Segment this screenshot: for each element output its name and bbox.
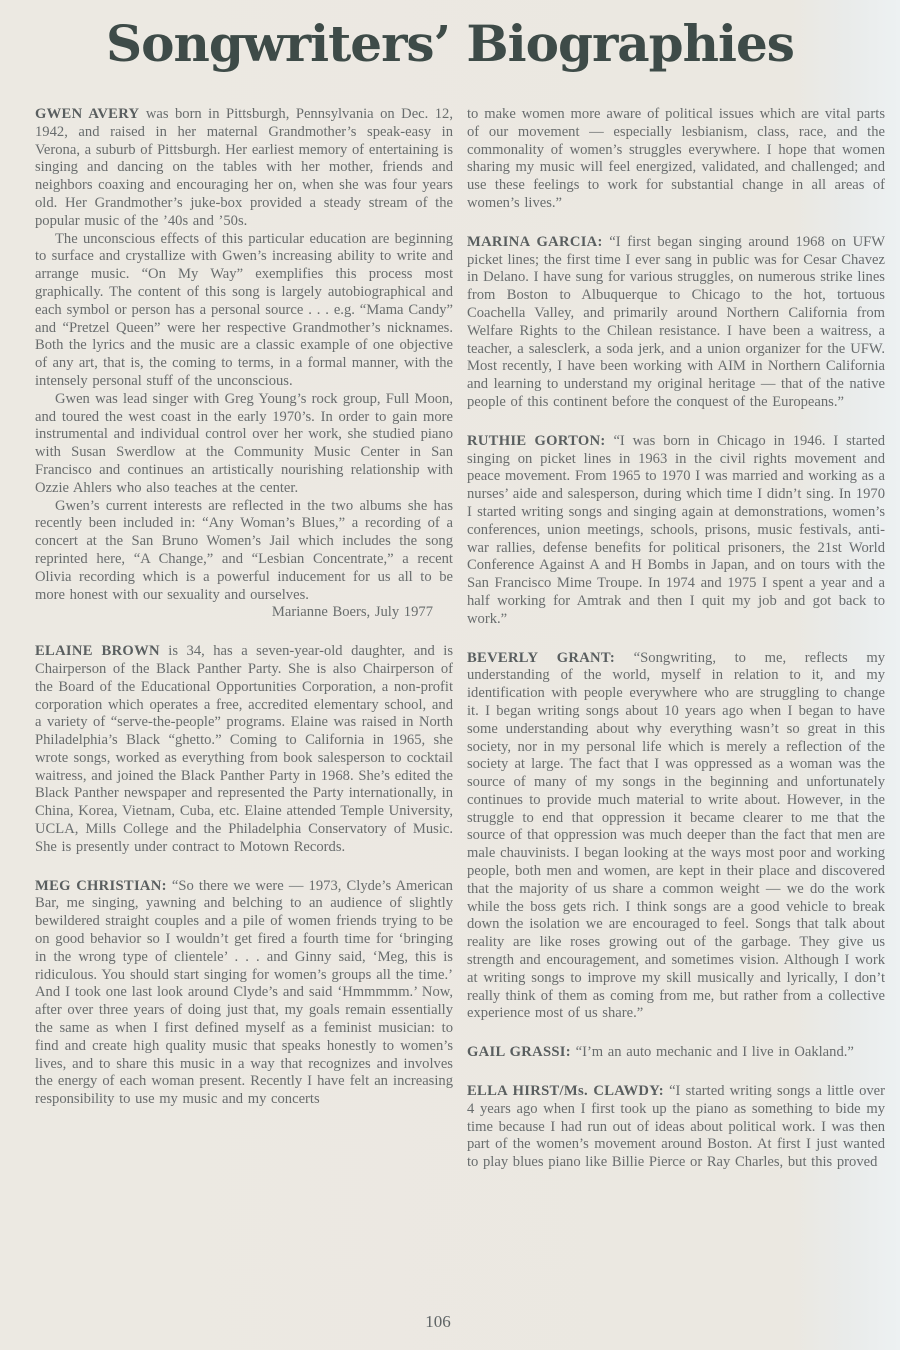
bio-name: GAIL GRASSI: bbox=[467, 1044, 571, 1061]
bio-text: “I was born in Chicago in 1946. I started singing on picket lines in 1963 in the civil rights movement and peace movement. From 1965 to 1970 I was married and working as a nurses’ aide and salesperson, during which time I didn’t sing. In 1970 I started writing songs and singing again at demonstrations, women’s conferences, union meetings, schools, prisons, music festivals, anti-war rallies, defense benefits for political prisoners, the 21st World Conference Against A and H Bombs in Japan, and on tours with the San Francisco Mime Troupe. In 1974 and 1975 I spent a year and a half working for Amtrak and then I quit my job and got back to work.” bbox=[467, 432, 886, 627]
byline: Marianne Boers, July 1977 bbox=[271, 604, 433, 621]
bio-text: was born in Pittsburgh, Pennsylvania on Dec. 12, 1942, and raised in her maternal Grandmother’s speak-easy in Verona, a suburb of Pittsburgh. Her earliest memory of entertaining is singing and dancing on the tables with her mother, friends and neighbors coaxing and encouraging her on, when she was four years old. Her Grandmother’s juke-box provided a steady stream of the popular music of the ’40s and ’50s. bbox=[35, 106, 453, 229]
two-column-layout bbox=[0, 106, 900, 1172]
bio-elaine-brown bbox=[35, 643, 453, 857]
bio-text: “I’m an auto mechanic and I live in Oakland.” bbox=[570, 1044, 854, 1061]
bio-meg-christian-continued bbox=[467, 106, 885, 213]
bio-ella-hirst bbox=[467, 1083, 885, 1172]
bio-text: Gwen’s current interests are reflected in the two albums she has recently been included in: “Any Woman’s Blues,” a recording of a concert at the San Bruno Women’s Jail which includes the song reprinted here, “A Change,” and “Lesbian Concentrate,” a recent Olivia recording which is a powerful inducement for us all to be more honest with our sexuality and ourselves. bbox=[35, 497, 453, 603]
bio-gwen-avery-para-3 bbox=[35, 391, 453, 498]
bio-name: ELAINE BROWN bbox=[35, 643, 160, 660]
bio-ruthie-gorton bbox=[467, 433, 885, 629]
bio-name: BEVERLY GRANT: bbox=[467, 649, 616, 666]
bio-gwen-avery-para-4 bbox=[35, 498, 453, 605]
bio-text: The unconscious effects of this particular education are beginning to surface and crystallize with Gwen’s increasing ability to write and arrange music. “On My Way” exemplifies this process most graphically. The content of this song is largely autobiographical and each symbol or person has a personal source . . . e.g. “Mama Candy” and “Pretzel Queen” were her respective Grandmother’s nicknames. Both the lyrics and the music are a classic example of one objective of any art, that is, the coming to terms, in a formal manner, with the intensely personal stuff of the unconscious. bbox=[35, 230, 453, 389]
bio-text: “So there we were — 1973, Clyde’s American Bar, me singing, yawning and belching to an audience of slightly bewildered straight couples and a pile of women friends trying to be on good behavior so I wouldn’t get fired a fourth time for ‘bringing in the wrong type of clientele’ . . . and Ginny said, ‘Meg, this is ridiculous. You should start singing for women’s groups all the time.’ And I took one last look around Clyde’s and said ‘Hmmmmm.’ Now, after over three years of doing just that, my goals remain essentially the same as when I first defined myself as a feminist musician: to find and create high quality music that speaks honestly to women’s lives, and to share this music in a way that recognizes and involves the energy of each woman present. Recently I have felt an increasing responsibility to use my music and my concerts bbox=[35, 877, 453, 1108]
bio-gwen-avery-para-2 bbox=[35, 231, 453, 391]
bio-beverly-grant bbox=[467, 650, 885, 1024]
bio-name: GWEN AVERY bbox=[35, 106, 140, 122]
bio-text: Gwen was lead singer with Greg Young’s rock group, Full Moon, and toured the west coast in the early 1970’s. In order to gain more instrumental and individual control over her work, she studied piano with Susan Swerdlow at the Community Music Center in San Francisco and continues an artistically nourishing relationship with Ozzie Ahlers who also teaches at the center. bbox=[35, 390, 453, 496]
bio-name: ELLA HIRST/Ms. CLAWDY: bbox=[467, 1083, 664, 1100]
bio-marina-garcia bbox=[467, 234, 885, 412]
bio-text: “Songwriting, to me, reflects my understanding of the world, myself in relation to it, and my identification with people everywhere who are struggling to change it. I began writing songs about 10 years ago when I began to have some understanding about why everything wasn’t so great in this society, nor in my personal life which is merely a reflection of the society at large. The fact that I was oppressed as a woman was the source of many of my songs in the beginning and unfortunately continues to provide much material to write about. However, in the struggle to end that oppression it became clearer to me that the source of that oppression was much deeper than the fact that men are male chauvinists. I began looking at the ways most poor and working people, both men and women, are kept in their place and discovered that the majority of us share a common weight — we do the work while the boss gets rich. I think songs are a good vehicle to break down the isolation we are encouraged to feel. Songs that talk about reality are like roses growing out of the garbage. They give us strength and encouragement, and sometimes vision. Although I work at writing songs to improve my skill musically and lyrically, I don’t really think of them as coming from me, but rather from a collective experience most of us share.” bbox=[467, 649, 886, 1022]
bio-gwen-avery bbox=[35, 106, 453, 231]
bio-text: “I first began singing around 1968 on UFW picket lines; the first time I ever sang in public was for Cesar Chavez in Delano. I have sung for various struggles, on numerous strike lines from Boston to Albuquerque to Chicago to the hot, tortuous Coachella Valley, and primarily around Northern California from Welfare Rights to the Chilean resistance. I have been a waitress, a teacher, a salesclerk, a soda jerk, and a union organizer for the UFW. Most recently, I have been working with AIM in Northern California and learning to understand my original heritage — that of the native people of this continent before the conquest of the Europeans.” bbox=[467, 233, 885, 410]
bio-text: is 34, has a seven-year-old daughter, and is Chairperson of the Black Panther Party. She is also Chairperson of the Board of the Educational Opportunities Corporation, a non-profit corporation which operates a free, accredited elementary school, and a variety of “serve-the-people” programs. Elaine was raised in North Philadelphia’s Black “ghetto.” Coming to California in 1965, she wrote songs, worked as everything from book salesperson to cocktail waitress, and joined the Black Panther Party in 1968. She’s edited the Black Panther newspaper and represented the Party internationally, in China, Korea, Vietnam, Cuba, etc. Elaine attended Temple University, UCLA, Mills College and the Philadelphia Conservatory of Music. She is presently under contract to Motown Records. bbox=[35, 643, 453, 855]
bio-text: “I started writing songs a little over 4 years ago when I first took up the piano as something to bide my time because I had run out of ideas about political work. I was then part of the women’s movement around Boston. At first I just wanted to play blues piano like Billie Pierce or Ray Charles, but this proved bbox=[467, 1083, 885, 1171]
bio-text: to make women more aware of political issues which are vital parts of our movement — especially lesbianism, class, race, and the commonality of women’s struggles everywhere. I hope that women sharing my music will feel energized, validated, and challenged; and use these feelings to work for substantial change in all areas of women’s lives.” bbox=[467, 106, 885, 211]
right-column bbox=[467, 106, 885, 1172]
page-title: Songwriters’ Biographies bbox=[106, 14, 794, 73]
left-column bbox=[35, 106, 453, 1172]
bio-name: RUTHIE GORTON: bbox=[467, 432, 606, 449]
page-number: 106 bbox=[425, 1312, 451, 1331]
bio-meg-christian bbox=[35, 878, 453, 1109]
bio-gail-grassi bbox=[467, 1044, 885, 1062]
bio-name: MARINA GARCIA: bbox=[467, 233, 603, 250]
bio-name: MEG CHRISTIAN: bbox=[35, 877, 167, 894]
